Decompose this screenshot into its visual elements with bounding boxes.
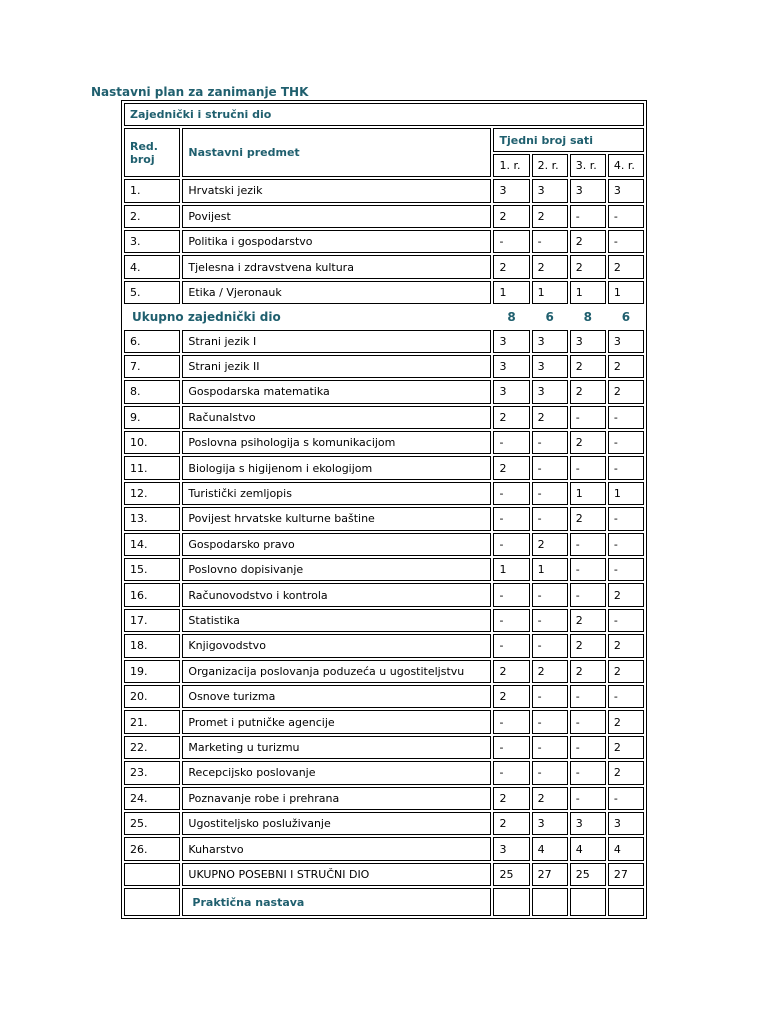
hours-year-1: 2 xyxy=(493,812,529,835)
special-total-year-1: 25 xyxy=(493,863,529,886)
hours-year-3: 2 xyxy=(570,380,606,403)
hours-year-3: 1 xyxy=(570,281,606,304)
hours-year-2: 2 xyxy=(532,533,568,556)
column-header-number xyxy=(124,128,180,177)
practical-year-1 xyxy=(493,888,529,916)
hours-year-3: - xyxy=(570,406,606,429)
subject-name: Promet i putničke agencije xyxy=(182,710,491,733)
hours-year-2: - xyxy=(532,634,568,657)
row-number: 26. xyxy=(124,837,180,860)
subject-name: Marketing u turizmu xyxy=(182,736,491,759)
hours-year-3: 3 xyxy=(570,179,606,202)
hours-year-2: 3 xyxy=(532,355,568,378)
common-total-label: Ukupno zajednički dio xyxy=(132,309,281,324)
hours-year-4: 3 xyxy=(608,812,644,835)
year-4-header: 4. r. xyxy=(608,154,644,177)
row-number: 1. xyxy=(124,179,180,202)
hours-year-1: - xyxy=(493,533,529,556)
hours-year-4: 2 xyxy=(608,355,644,378)
practical-row xyxy=(124,888,644,916)
subject-name: Osnove turizma xyxy=(182,685,491,708)
subject-name: Biologija s higijenom i ekologijom xyxy=(182,456,491,479)
hours-year-1: 2 xyxy=(493,456,529,479)
hours-year-1: 3 xyxy=(493,837,529,860)
table-row xyxy=(124,736,644,759)
hours-year-4: 2 xyxy=(608,583,644,606)
hours-year-3: 2 xyxy=(570,634,606,657)
row-number: 25. xyxy=(124,812,180,835)
special-total-year-4: 27 xyxy=(608,863,644,886)
subject-name: Organizacija poslovanja poduzeća u ugostiteljstvu xyxy=(182,660,491,683)
hours-year-3: - xyxy=(570,685,606,708)
table-row xyxy=(124,431,644,454)
hours-year-3: 1 xyxy=(570,482,606,505)
row-number: 2. xyxy=(124,205,180,228)
hours-year-3: - xyxy=(570,710,606,733)
hours-year-1: 3 xyxy=(493,330,529,353)
hours-year-2: - xyxy=(532,710,568,733)
row-number: 14. xyxy=(124,533,180,556)
hours-year-3: 2 xyxy=(570,660,606,683)
hours-year-3: 2 xyxy=(570,230,606,253)
practical-number xyxy=(124,888,180,916)
table-row xyxy=(124,406,644,429)
hours-year-2: 2 xyxy=(532,406,568,429)
column-header-subject: Nastavni predmet xyxy=(182,128,491,177)
hours-year-4: - xyxy=(608,230,644,253)
hours-year-4: 2 xyxy=(608,660,644,683)
hours-year-2: 3 xyxy=(532,380,568,403)
common-total-year-3: 8 xyxy=(583,309,592,324)
table-row xyxy=(124,583,644,606)
hours-year-4: 1 xyxy=(608,281,644,304)
table-row xyxy=(124,205,644,228)
table-row xyxy=(124,558,644,581)
common-total-year-1: 8 xyxy=(507,309,516,324)
document-title: Nastavni plan za zanimanje THK xyxy=(91,85,309,99)
header-row xyxy=(124,128,644,151)
row-number: 17. xyxy=(124,609,180,632)
row-number: 22. xyxy=(124,736,180,759)
row-number: 15. xyxy=(124,558,180,581)
subject-name: Poznavanje robe i prehrana xyxy=(182,787,491,810)
hours-year-2: 2 xyxy=(532,255,568,278)
subject-name: Knjigovodstvo xyxy=(182,634,491,657)
subject-name: Računovodstvo i kontrola xyxy=(182,583,491,606)
hours-year-3: 2 xyxy=(570,507,606,530)
hours-year-1: 2 xyxy=(493,660,529,683)
hours-year-1: 2 xyxy=(493,255,529,278)
subject-name: Strani jezik II xyxy=(182,355,491,378)
table-row xyxy=(124,230,644,253)
table-row xyxy=(124,761,644,784)
hours-year-4: 2 xyxy=(608,380,644,403)
practical-year-2 xyxy=(532,888,568,916)
row-number: 16. xyxy=(124,583,180,606)
special-total-year-2: 27 xyxy=(532,863,568,886)
year-2-header: 2. r. xyxy=(532,154,568,177)
hours-year-2: - xyxy=(532,609,568,632)
row-number: 9. xyxy=(124,406,180,429)
hours-year-4: 3 xyxy=(608,330,644,353)
hours-year-1: - xyxy=(493,583,529,606)
hours-year-1: - xyxy=(493,609,529,632)
hours-year-2: 2 xyxy=(532,205,568,228)
hours-year-4: 2 xyxy=(608,710,644,733)
hours-year-2: - xyxy=(532,761,568,784)
hours-year-2: - xyxy=(532,507,568,530)
hours-year-2: - xyxy=(532,736,568,759)
table-row xyxy=(124,685,644,708)
hours-year-2: 1 xyxy=(532,558,568,581)
hours-year-1: 2 xyxy=(493,685,529,708)
table-row xyxy=(124,330,644,353)
hours-year-4: - xyxy=(608,431,644,454)
practical-label: Praktična nastava xyxy=(182,888,491,916)
common-total-year-4: 6 xyxy=(621,309,631,324)
subject-name: Gospodarsko pravo xyxy=(182,533,491,556)
hours-year-1: 3 xyxy=(493,380,529,403)
hours-year-4: - xyxy=(608,609,644,632)
table-row xyxy=(124,710,644,733)
section-header-row xyxy=(124,103,644,126)
hours-year-4: 2 xyxy=(608,255,644,278)
hours-year-4: - xyxy=(608,787,644,810)
special-total-row xyxy=(124,863,644,886)
hours-year-1: - xyxy=(493,507,529,530)
subject-name: Tjelesna i zdravstvena kultura xyxy=(182,255,491,278)
row-number: 10. xyxy=(124,431,180,454)
hours-year-4: 1 xyxy=(608,482,644,505)
subject-name: Politika i gospodarstvo xyxy=(182,230,491,253)
row-number: 4. xyxy=(124,255,180,278)
hours-year-2: - xyxy=(532,482,568,505)
curriculum-table xyxy=(121,100,647,919)
hours-year-2: 1 xyxy=(532,281,568,304)
table-row xyxy=(124,812,644,835)
hours-year-1: - xyxy=(493,482,529,505)
hours-year-2: 3 xyxy=(532,179,568,202)
table-row xyxy=(124,355,644,378)
hours-year-1: - xyxy=(493,710,529,733)
column-header-number-line1: Red. xyxy=(130,139,158,153)
hours-year-2: - xyxy=(532,583,568,606)
table-row xyxy=(124,634,644,657)
hours-year-2: 2 xyxy=(532,660,568,683)
subject-name: Računalstvo xyxy=(182,406,491,429)
column-header-number-line2: broj xyxy=(130,152,155,166)
hours-year-1: - xyxy=(493,230,529,253)
subject-name: Statistika xyxy=(182,609,491,632)
row-number: 19. xyxy=(124,660,180,683)
row-number: 7. xyxy=(124,355,180,378)
hours-year-3: - xyxy=(570,456,606,479)
column-header-weekly-hours: Tjedni broj sati xyxy=(493,128,644,151)
table-row xyxy=(124,482,644,505)
hours-year-4: - xyxy=(608,685,644,708)
hours-year-3: 3 xyxy=(570,812,606,835)
hours-year-1: 3 xyxy=(493,179,529,202)
hours-year-4: - xyxy=(608,456,644,479)
table-row xyxy=(124,837,644,860)
hours-year-1: - xyxy=(493,736,529,759)
subject-name: Poslovno dopisivanje xyxy=(182,558,491,581)
hours-year-1: 1 xyxy=(493,558,529,581)
hours-year-3: - xyxy=(570,583,606,606)
hours-year-2: - xyxy=(532,230,568,253)
hours-year-4: 3 xyxy=(608,179,644,202)
practical-year-4 xyxy=(608,888,644,916)
hours-year-1: 1 xyxy=(493,281,529,304)
row-number: 11. xyxy=(124,456,180,479)
table-row xyxy=(124,179,644,202)
table-row xyxy=(124,380,644,403)
special-total-number xyxy=(124,863,180,886)
subject-name: Povijest hrvatske kulturne baštine xyxy=(182,507,491,530)
hours-year-1: - xyxy=(493,761,529,784)
subject-name: Etika / Vjeronauk xyxy=(182,281,491,304)
subject-name: Poslovna psihologija s komunikacijom xyxy=(182,431,491,454)
year-3-header: 3. r. xyxy=(570,154,606,177)
table-row xyxy=(124,507,644,530)
row-number: 6. xyxy=(124,330,180,353)
hours-year-4: 4 xyxy=(608,837,644,860)
row-number: 24. xyxy=(124,787,180,810)
hours-year-3: - xyxy=(570,761,606,784)
hours-year-1: 2 xyxy=(493,787,529,810)
hours-year-3: 2 xyxy=(570,255,606,278)
hours-year-2: - xyxy=(532,685,568,708)
hours-year-4: 2 xyxy=(608,736,644,759)
hours-year-4: - xyxy=(608,507,644,530)
row-number: 13. xyxy=(124,507,180,530)
subject-name: Povijest xyxy=(182,205,491,228)
hours-year-1: 2 xyxy=(493,406,529,429)
hours-year-3: 3 xyxy=(570,330,606,353)
subject-name: Gospodarska matematika xyxy=(182,380,491,403)
hours-year-2: 2 xyxy=(532,787,568,810)
common-total-row xyxy=(124,306,644,327)
row-number: 5. xyxy=(124,281,180,304)
subject-name: Recepcijsko poslovanje xyxy=(182,761,491,784)
hours-year-2: 4 xyxy=(532,837,568,860)
table-row xyxy=(124,660,644,683)
hours-year-2: 3 xyxy=(532,330,568,353)
row-number: 8. xyxy=(124,380,180,403)
hours-year-4: 2 xyxy=(608,761,644,784)
hours-year-3: - xyxy=(570,787,606,810)
hours-year-3: 4 xyxy=(570,837,606,860)
subject-name: Ugostiteljsko posluživanje xyxy=(182,812,491,835)
hours-year-3: 2 xyxy=(570,355,606,378)
row-number: 12. xyxy=(124,482,180,505)
row-number: 23. xyxy=(124,761,180,784)
hours-year-4: - xyxy=(608,406,644,429)
hours-year-1: - xyxy=(493,634,529,657)
special-total-year-3: 25 xyxy=(570,863,606,886)
hours-year-4: - xyxy=(608,558,644,581)
hours-year-2: - xyxy=(532,431,568,454)
hours-year-3: - xyxy=(570,205,606,228)
hours-year-3: - xyxy=(570,736,606,759)
hours-year-3: - xyxy=(570,558,606,581)
hours-year-4: 2 xyxy=(608,634,644,657)
table-row xyxy=(124,533,644,556)
row-number: 20. xyxy=(124,685,180,708)
table-row xyxy=(124,609,644,632)
table-row xyxy=(124,456,644,479)
table-row xyxy=(124,281,644,304)
row-number: 21. xyxy=(124,710,180,733)
row-number: 18. xyxy=(124,634,180,657)
hours-year-3: 2 xyxy=(570,609,606,632)
special-total-label: UKUPNO POSEBNI I STRUČNI DIO xyxy=(182,863,491,886)
hours-year-1: - xyxy=(493,431,529,454)
subject-name: Kuharstvo xyxy=(182,837,491,860)
hours-year-4: - xyxy=(608,205,644,228)
table-row xyxy=(124,255,644,278)
subject-name: Strani jezik I xyxy=(182,330,491,353)
hours-year-2: - xyxy=(532,456,568,479)
common-total-year-2: 6 xyxy=(545,309,554,324)
section-title: Zajednički i stručni dio xyxy=(124,103,644,126)
subject-name: Hrvatski jezik xyxy=(182,179,491,202)
subject-name: Turistički zemljopis xyxy=(182,482,491,505)
table-row xyxy=(124,787,644,810)
hours-year-1: 3 xyxy=(493,355,529,378)
row-number: 3. xyxy=(124,230,180,253)
year-1-header: 1. r. xyxy=(493,154,529,177)
hours-year-1: 2 xyxy=(493,205,529,228)
hours-year-3: - xyxy=(570,533,606,556)
hours-year-2: 3 xyxy=(532,812,568,835)
hours-year-3: 2 xyxy=(570,431,606,454)
practical-year-3 xyxy=(570,888,606,916)
hours-year-4: - xyxy=(608,533,644,556)
